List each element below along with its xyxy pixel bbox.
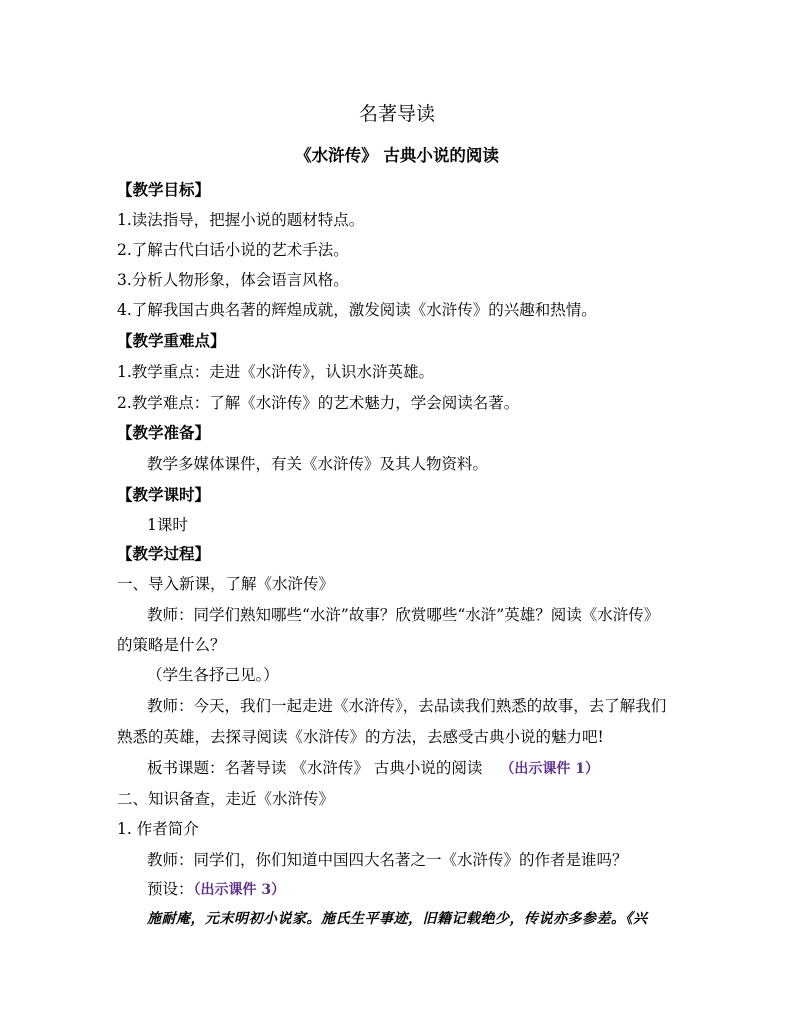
teacher-author-question: 教师：同学们，你们知道中国四大名著之一《水浒传》的作者是谁吗？: [147, 851, 628, 869]
page-title: 名著导读: [358, 103, 435, 125]
teacher-question-line1: 教师：同学们熟知哪些“水浒”故事？欣赏哪些“水浒”英雄？阅读《水浒传》: [147, 606, 660, 624]
goal-item-2: 2.了解古代白话小说的艺术手法。: [117, 241, 349, 259]
section1-title: 一、导入新课，了解《水浒传》: [117, 575, 335, 593]
preparation-heading: 【教学准备】: [117, 423, 211, 442]
page-subtitle: 《水浒传》 古典小说的阅读: [295, 146, 499, 165]
key-point-2: 2.教学难点：了解《水浒传》的艺术魅力，学会阅读名著。: [117, 394, 520, 412]
goal-item-3: 3.分析人物形象，体会语言风格。: [117, 271, 349, 289]
goal-item-4: 4.了解我国古典名著的辉煌成就，激发阅读《水浒传》的兴趣和热情。: [117, 301, 597, 319]
student-reply: （学生各抒己见。）: [147, 666, 279, 684]
teacher-question-line2: 的策略是什么？: [117, 636, 226, 654]
teacher-intro-line1: 教师：今天，我们一起走进《水浒传》，去品读我们熟悉的故事，去了解我们: [147, 697, 667, 715]
preset-line: [147, 879, 285, 900]
author-heading: 1. 作者简介: [117, 820, 199, 838]
process-heading: 【教学过程】: [117, 544, 211, 563]
key-point-1: 1.教学重点：走进《水浒传》，认识水浒英雄。: [117, 363, 435, 381]
author-text: 施耐庵，元末明初小说家。施氏生平事迹，旧籍记载绝少，传说亦多参差。《兴: [147, 911, 648, 927]
board-title-line: [147, 758, 599, 779]
goal-item-1: 1.读法指导，把握小说的题材特点。: [117, 211, 365, 229]
goals-heading: 【教学目标】: [117, 180, 211, 199]
section2-title: 二、知识备查，走近《水浒传》: [117, 790, 335, 808]
teacher-intro-line2: 熟悉的英雄，去探寻阅读《水浒传》的方法，去感受古典小说的魅力吧!: [117, 728, 604, 746]
courseware-hint-3: （出示课件 3）: [193, 882, 286, 898]
board-title: 板书课题：名著导读 《水浒传》 古典小说的阅读: [147, 759, 483, 777]
preparation-text: 教学多媒体课件，有关《水浒传》及其人物资料。: [147, 455, 489, 473]
key-points-heading: 【教学重难点】: [117, 331, 226, 350]
hours-heading: 【教学课时】: [117, 485, 211, 504]
hours-text: 1课时: [147, 516, 188, 534]
preset-label: 预设：: [147, 880, 194, 898]
courseware-hint-1: （出示课件 1）: [500, 761, 599, 777]
